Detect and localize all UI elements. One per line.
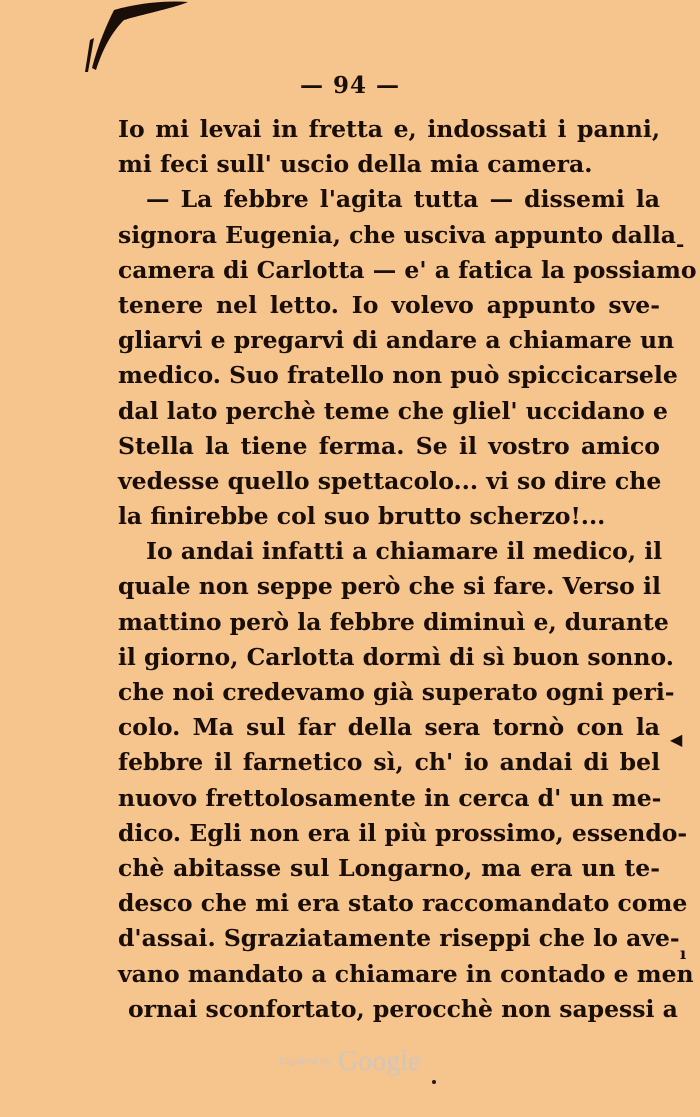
margin-arrow-mark: ◀ bbox=[670, 730, 683, 749]
text-line: il giorno, Carlotta dormì di sì buon sonno. bbox=[118, 642, 674, 671]
text-line: dico. Egli non era il più prossimo, essendo- bbox=[118, 818, 688, 847]
text-line: d'assai. Sgraziatamente riseppi che lo ave- bbox=[118, 924, 680, 953]
ink-smudge bbox=[84, 0, 194, 80]
page-number: — 94 — bbox=[299, 72, 401, 99]
text-line: gliarvi e pregarvi di andare a chiamare un bbox=[118, 326, 675, 355]
text-line: tenere nel letto. Io volevo appunto sve- bbox=[118, 290, 660, 319]
margin-dash-mark: - bbox=[676, 232, 685, 256]
text-line: ornai sconfortato, perocchè non sapessi a bbox=[128, 994, 678, 1023]
text-line: nuovo frettolosamente in cerca d' un me- bbox=[118, 783, 662, 812]
text-line: signora Eugenia, che usciva appunto dalla bbox=[118, 220, 676, 249]
text-line: Io mi levai in fretta e, indossati i panni, bbox=[118, 115, 660, 143]
text-line: — La febbre l'agita tutta — dissemi la bbox=[146, 185, 660, 214]
watermark-prefix: Digitized by bbox=[279, 1056, 332, 1068]
ink-dot bbox=[432, 1080, 436, 1084]
text-line: Stella la tiene ferma. Se il vostro amico bbox=[118, 431, 660, 460]
text-line: mattino però la febbre diminuì e, durante bbox=[118, 607, 669, 636]
body-text bbox=[118, 112, 697, 1027]
text-line: desco che mi era stato raccomandato come bbox=[118, 889, 688, 918]
google-logo: Google bbox=[338, 1046, 421, 1077]
text-line: febbre il farnetico sì, ch' io andai di bel bbox=[118, 748, 660, 777]
text-line: Io andai infatti a chiamare il medico, il bbox=[146, 537, 663, 566]
margin-tick-mark: ı bbox=[680, 944, 687, 963]
text-line: quale non seppe però che si fare. Verso il bbox=[118, 572, 661, 601]
digitized-watermark bbox=[0, 1046, 700, 1078]
text-line: vedesse quello spettacolo... vi so dire che bbox=[118, 466, 662, 495]
text-line: che noi credevamo già superato ogni peri- bbox=[118, 678, 675, 706]
text-line: chè abitasse sul Longarno, ma era un te- bbox=[118, 853, 660, 882]
text-line: camera di Carlotta — e' a fatica la possiamo bbox=[118, 255, 697, 284]
text-line: dal lato perchè teme che gliel' uccidano e bbox=[118, 396, 668, 425]
text-line: colo. Ma sul far della sera tornò con la bbox=[118, 713, 660, 742]
text-line: medico. Suo fratello non può spiccicarsele bbox=[118, 361, 678, 390]
text-line: la finirebbe col suo brutto scherzo!... bbox=[118, 502, 606, 531]
text-line: vano mandato a chiamare in contado e men bbox=[118, 959, 694, 988]
text-line: mi feci sull' uscio della mia camera. bbox=[118, 150, 593, 179]
